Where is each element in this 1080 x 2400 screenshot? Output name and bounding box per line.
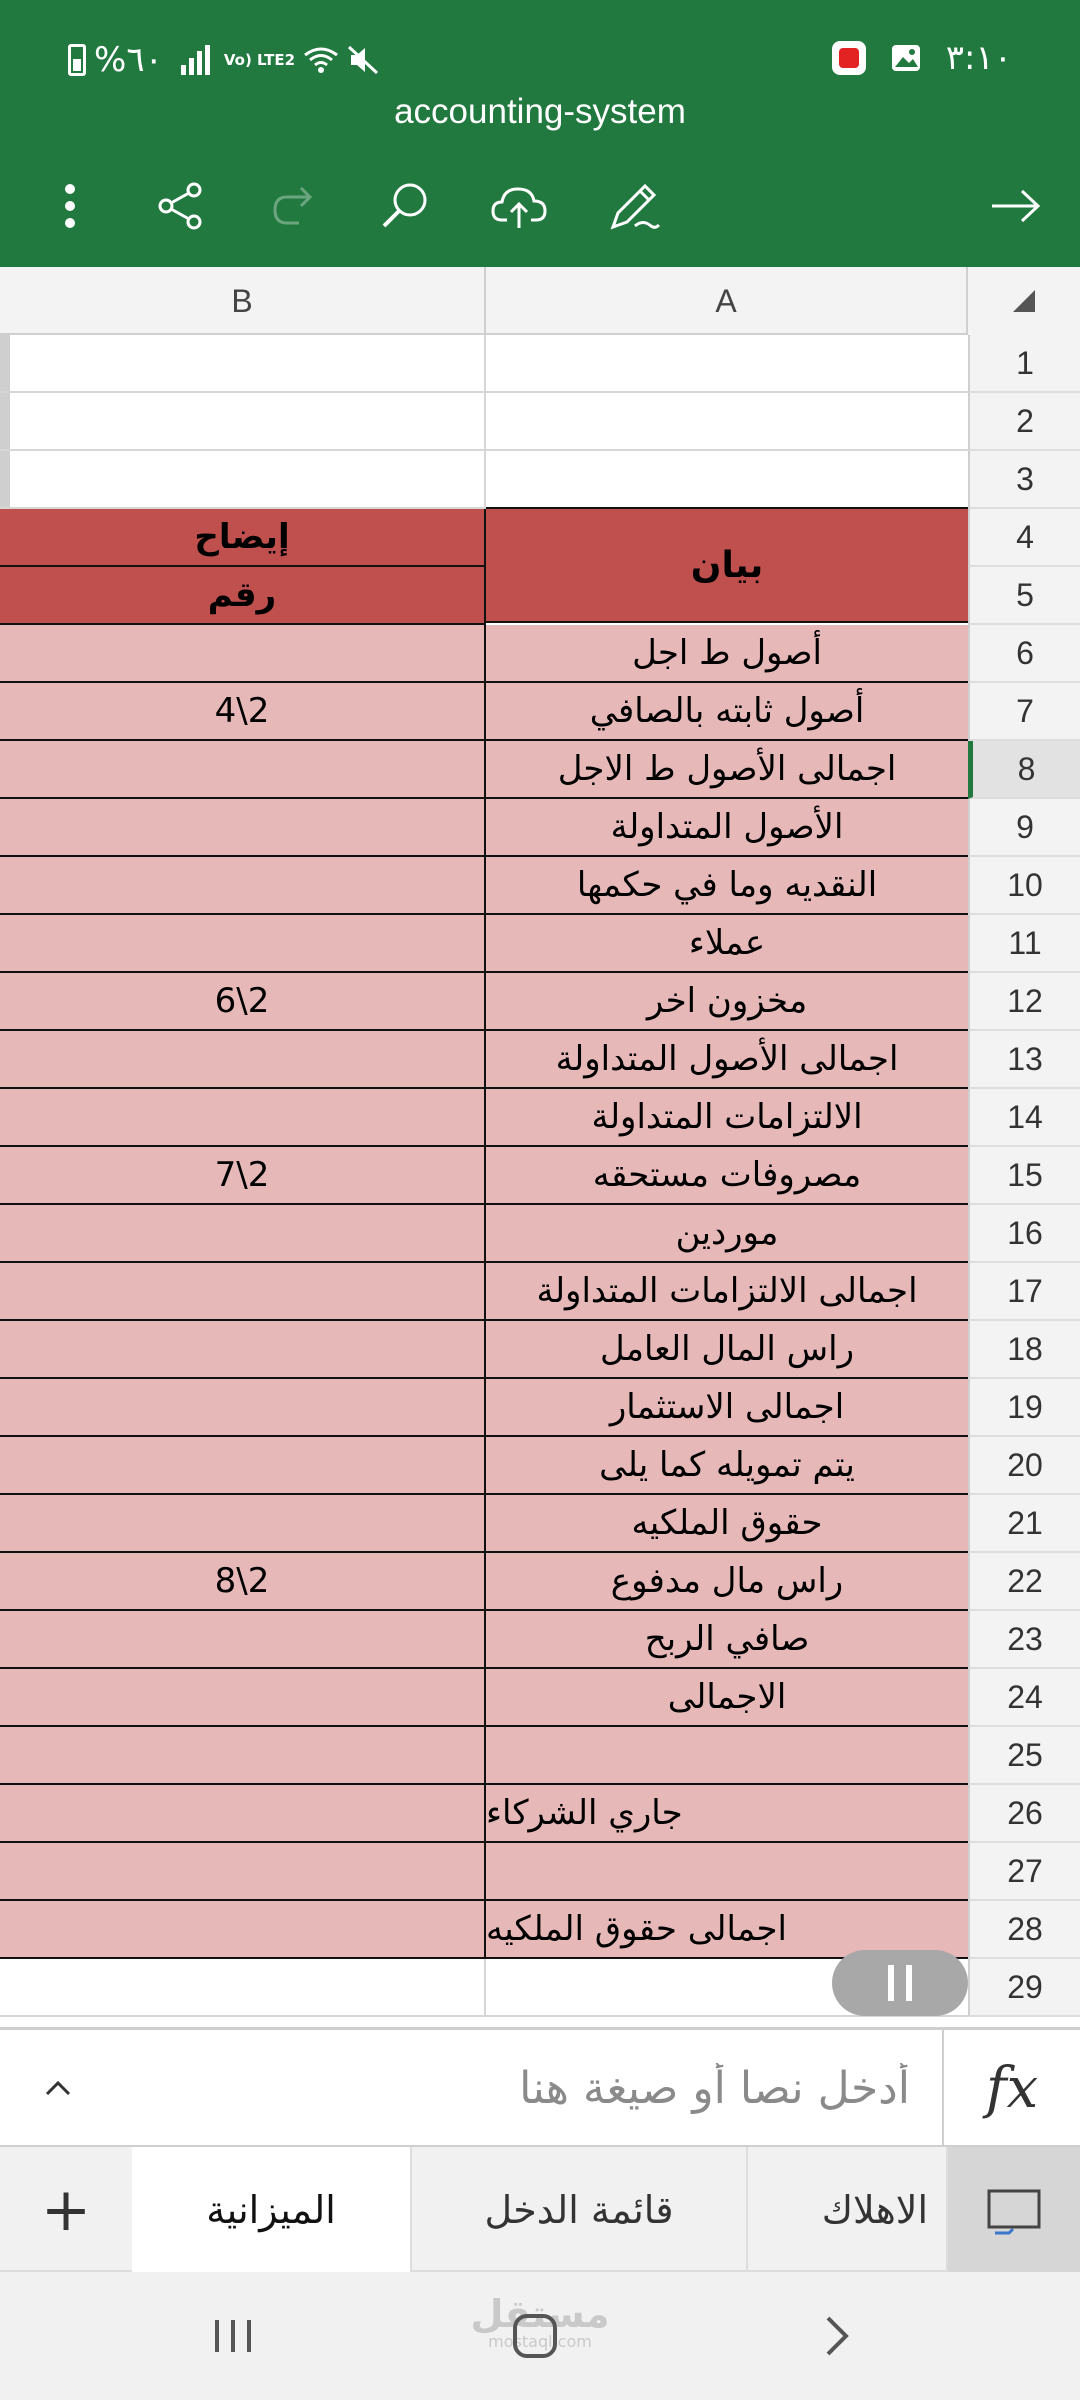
table-row	[0, 1553, 1080, 1611]
column-header-a[interactable]: A	[486, 267, 968, 335]
header-cell-description[interactable]: بيان	[486, 507, 968, 623]
table-row	[0, 915, 1080, 973]
table-row	[0, 683, 1080, 741]
cell-a[interactable]: حقوق الملكيه	[486, 1495, 968, 1553]
toolbar	[0, 168, 1080, 244]
table-row	[0, 1031, 1080, 1089]
cell-b[interactable]	[0, 625, 486, 683]
cell-a[interactable]: أصول ثابته بالصافي	[486, 683, 968, 741]
row-number[interactable]: 15	[968, 1147, 1080, 1205]
cell-a[interactable]	[486, 1727, 968, 1785]
row-number[interactable]: 8	[968, 741, 1080, 799]
row-number[interactable]: 23	[968, 1611, 1080, 1669]
battery-icon	[68, 44, 86, 76]
table-row	[0, 857, 1080, 915]
back-button[interactable]	[792, 2296, 882, 2376]
cell-a[interactable]: الالتزامات المتداولة	[486, 1089, 968, 1147]
sheets-view-icon	[985, 2185, 1043, 2235]
tab-income-statement[interactable]: قائمة الدخل	[412, 2147, 748, 2272]
table-row	[0, 1843, 1080, 1901]
row-number[interactable]: 2	[968, 393, 1080, 451]
expand-formula-button[interactable]	[20, 2050, 96, 2126]
row-number[interactable]: 25	[968, 1727, 1080, 1785]
cell-a[interactable]: النقديه وما في حكمها	[486, 857, 968, 915]
forward-arrow-icon	[990, 188, 1042, 224]
cell-a[interactable]: جاري الشركاء	[486, 1785, 968, 1843]
wifi-icon	[303, 45, 339, 75]
cell-a[interactable]: اجمالى الاستثمار	[486, 1379, 968, 1437]
cell-a[interactable]: عملاء	[486, 915, 968, 973]
cell-b[interactable]	[0, 335, 486, 393]
redo-button[interactable]	[256, 168, 332, 244]
tab-depreciation[interactable]: الاهلاك	[748, 2147, 948, 2272]
cell-a[interactable]	[486, 335, 968, 393]
cell-b[interactable]	[0, 1611, 486, 1669]
formula-input[interactable]	[110, 2030, 940, 2147]
mute-icon	[347, 45, 379, 75]
recent-apps-icon	[211, 2316, 255, 2356]
cell-b[interactable]	[0, 1263, 486, 1321]
table-row	[0, 1727, 1080, 1785]
pdf-notification-icon	[832, 41, 866, 75]
table-row	[0, 973, 1080, 1031]
header-cell-number[interactable]: رقم	[0, 567, 486, 625]
edit-pen-icon	[607, 179, 661, 233]
more-options-button[interactable]	[32, 168, 108, 244]
table-row	[0, 1321, 1080, 1379]
column-header-row	[0, 267, 1080, 335]
cell-b[interactable]	[0, 1437, 486, 1495]
cell-a[interactable]: اجمالى الأصول المتداولة	[486, 1031, 968, 1089]
table-row	[0, 799, 1080, 857]
select-all-corner[interactable]	[968, 267, 1080, 335]
status-bar	[0, 0, 1080, 95]
cell-a[interactable]: موردين	[486, 1205, 968, 1263]
watermark-subtext: mostaql.com	[488, 2332, 592, 2351]
cloud-upload-icon	[490, 182, 548, 230]
cell-b[interactable]: 2\6	[0, 973, 486, 1031]
chevron-right-icon	[822, 2314, 852, 2358]
edit-button[interactable]	[596, 168, 672, 244]
row-number[interactable]: 10	[968, 857, 1080, 915]
image-notification-icon	[890, 43, 922, 73]
row-number[interactable]: 24	[968, 1669, 1080, 1727]
table-row	[0, 1669, 1080, 1727]
cell-a[interactable]: اجمالى حقوق الملكيه	[486, 1901, 968, 1959]
document-title: accounting-system	[394, 92, 686, 131]
cell-b[interactable]	[0, 393, 486, 451]
clock: ٣:١٠	[945, 38, 1012, 78]
home-icon	[511, 2312, 559, 2360]
row-number[interactable]: 28	[968, 1901, 1080, 1959]
cell-b[interactable]	[0, 1031, 486, 1089]
share-icon	[156, 181, 206, 231]
cell-b[interactable]	[0, 1379, 486, 1437]
tab-balance-sheet[interactable]: الميزانية	[132, 2147, 412, 2272]
search-icon	[379, 180, 431, 232]
table-row	[0, 335, 1080, 393]
cell-a[interactable]: أصول ط اجل	[486, 625, 968, 683]
cell-b[interactable]	[0, 1321, 486, 1379]
home-button[interactable]	[490, 2296, 580, 2376]
formula-bar	[0, 2027, 1080, 2147]
row-number[interactable]: 6	[968, 625, 1080, 683]
row-number[interactable]: 21	[968, 1495, 1080, 1553]
table-row	[0, 1147, 1080, 1205]
cloud-upload-button[interactable]	[481, 168, 557, 244]
row-number[interactable]: 13	[968, 1031, 1080, 1089]
cell-a[interactable]	[486, 451, 968, 509]
header-cell-explanation[interactable]: إيضاح	[0, 509, 486, 567]
row-number[interactable]: 4	[968, 509, 1080, 567]
cell-a[interactable]	[486, 1843, 968, 1901]
chevron-up-icon	[43, 2078, 73, 2098]
cell-a[interactable]: مصروفات مستحقه	[486, 1147, 968, 1205]
network-type: Vo) LTE2	[223, 50, 296, 69]
signal-icon	[181, 45, 210, 75]
row-number[interactable]: 14	[968, 1089, 1080, 1147]
table-row	[0, 1205, 1080, 1263]
cell-b[interactable]	[0, 1959, 486, 2017]
sheets-view-button[interactable]	[948, 2147, 1080, 2272]
cell-b[interactable]	[0, 1495, 486, 1553]
row-number[interactable]: 29	[968, 1959, 1080, 2017]
add-sheet-button[interactable]: +	[40, 2174, 92, 2245]
cell-a[interactable]: مخزون اخر	[486, 973, 968, 1031]
sheet-tabs-bar	[0, 2147, 1080, 2272]
column-header-b[interactable]: B	[0, 267, 486, 335]
cell-b[interactable]	[0, 1785, 486, 1843]
cell-b[interactable]: 2\8	[0, 1553, 486, 1611]
cell-a[interactable]: راس المال العامل	[486, 1321, 968, 1379]
cell-b[interactable]	[0, 1843, 486, 1901]
table-row	[0, 451, 1080, 509]
more-icon	[64, 183, 76, 229]
cell-a[interactable]: راس مال مدفوع	[486, 1553, 968, 1611]
cell-b[interactable]	[0, 1727, 486, 1785]
search-button[interactable]	[367, 168, 443, 244]
cell-a[interactable]	[486, 393, 968, 451]
cell-b[interactable]	[0, 451, 486, 509]
cell-b[interactable]	[0, 799, 486, 857]
row-number[interactable]: 16	[968, 1205, 1080, 1263]
row-number[interactable]: 26	[968, 1785, 1080, 1843]
app-header	[0, 0, 1080, 267]
cell-b[interactable]: 2\4	[0, 683, 486, 741]
share-button[interactable]	[143, 168, 219, 244]
recent-apps-button[interactable]	[188, 2296, 278, 2376]
table-row	[0, 1379, 1080, 1437]
status-left	[68, 40, 379, 80]
table-row	[0, 1495, 1080, 1553]
cell-b[interactable]	[0, 1669, 486, 1727]
row-number[interactable]: 9	[968, 799, 1080, 857]
forward-button[interactable]	[978, 168, 1054, 244]
row-number[interactable]: 7	[968, 683, 1080, 741]
row-number[interactable]: 20	[968, 1437, 1080, 1495]
row-number[interactable]: 5	[968, 567, 1080, 625]
cell-b[interactable]	[0, 1205, 486, 1263]
row-number[interactable]: 3	[968, 451, 1080, 509]
table-row	[0, 741, 1080, 799]
battery-level: %٦٠	[94, 40, 163, 80]
table-row	[0, 1611, 1080, 1669]
status-right	[832, 38, 1012, 78]
select-all-icon	[1011, 288, 1037, 314]
table-row	[0, 1785, 1080, 1843]
spreadsheet-grid[interactable]	[0, 267, 1080, 2027]
cell-a[interactable]: يتم تمويله كما يلى	[486, 1437, 968, 1495]
row-number[interactable]: 19	[968, 1379, 1080, 1437]
table-row	[0, 393, 1080, 451]
table-row	[0, 1089, 1080, 1147]
row-number[interactable]: 11	[968, 915, 1080, 973]
cell-b[interactable]	[0, 741, 486, 799]
redo-icon	[269, 181, 319, 231]
cell-b[interactable]	[0, 1901, 486, 1959]
cell-b[interactable]	[0, 857, 486, 915]
cell-a[interactable]: الاجمالى	[486, 1669, 968, 1727]
table-row	[0, 625, 1080, 683]
table-row	[0, 1263, 1080, 1321]
watermark-text: مستقل	[470, 2292, 610, 2336]
cell-a[interactable]: الأصول المتداولة	[486, 799, 968, 857]
cell-b[interactable]	[0, 915, 486, 973]
table-row	[0, 1437, 1080, 1495]
scroll-handle[interactable]	[832, 1950, 968, 2016]
system-nav-bar	[0, 2272, 1080, 2400]
row-number[interactable]: 17	[968, 1263, 1080, 1321]
row-number[interactable]: 22	[968, 1553, 1080, 1611]
cell-a[interactable]: اجمالى الالتزامات المتداولة	[486, 1263, 968, 1321]
row-number[interactable]: 27	[968, 1843, 1080, 1901]
cell-b[interactable]: 2\7	[0, 1147, 486, 1205]
cell-a[interactable]: صافي الربح	[486, 1611, 968, 1669]
function-button[interactable]: fx	[942, 2030, 1080, 2147]
row-number[interactable]: 18	[968, 1321, 1080, 1379]
row-number[interactable]: 12	[968, 973, 1080, 1031]
row-number[interactable]: 1	[968, 335, 1080, 393]
cell-a[interactable]: اجمالى الأصول ط الاجل	[486, 741, 968, 799]
cell-b[interactable]	[0, 1089, 486, 1147]
